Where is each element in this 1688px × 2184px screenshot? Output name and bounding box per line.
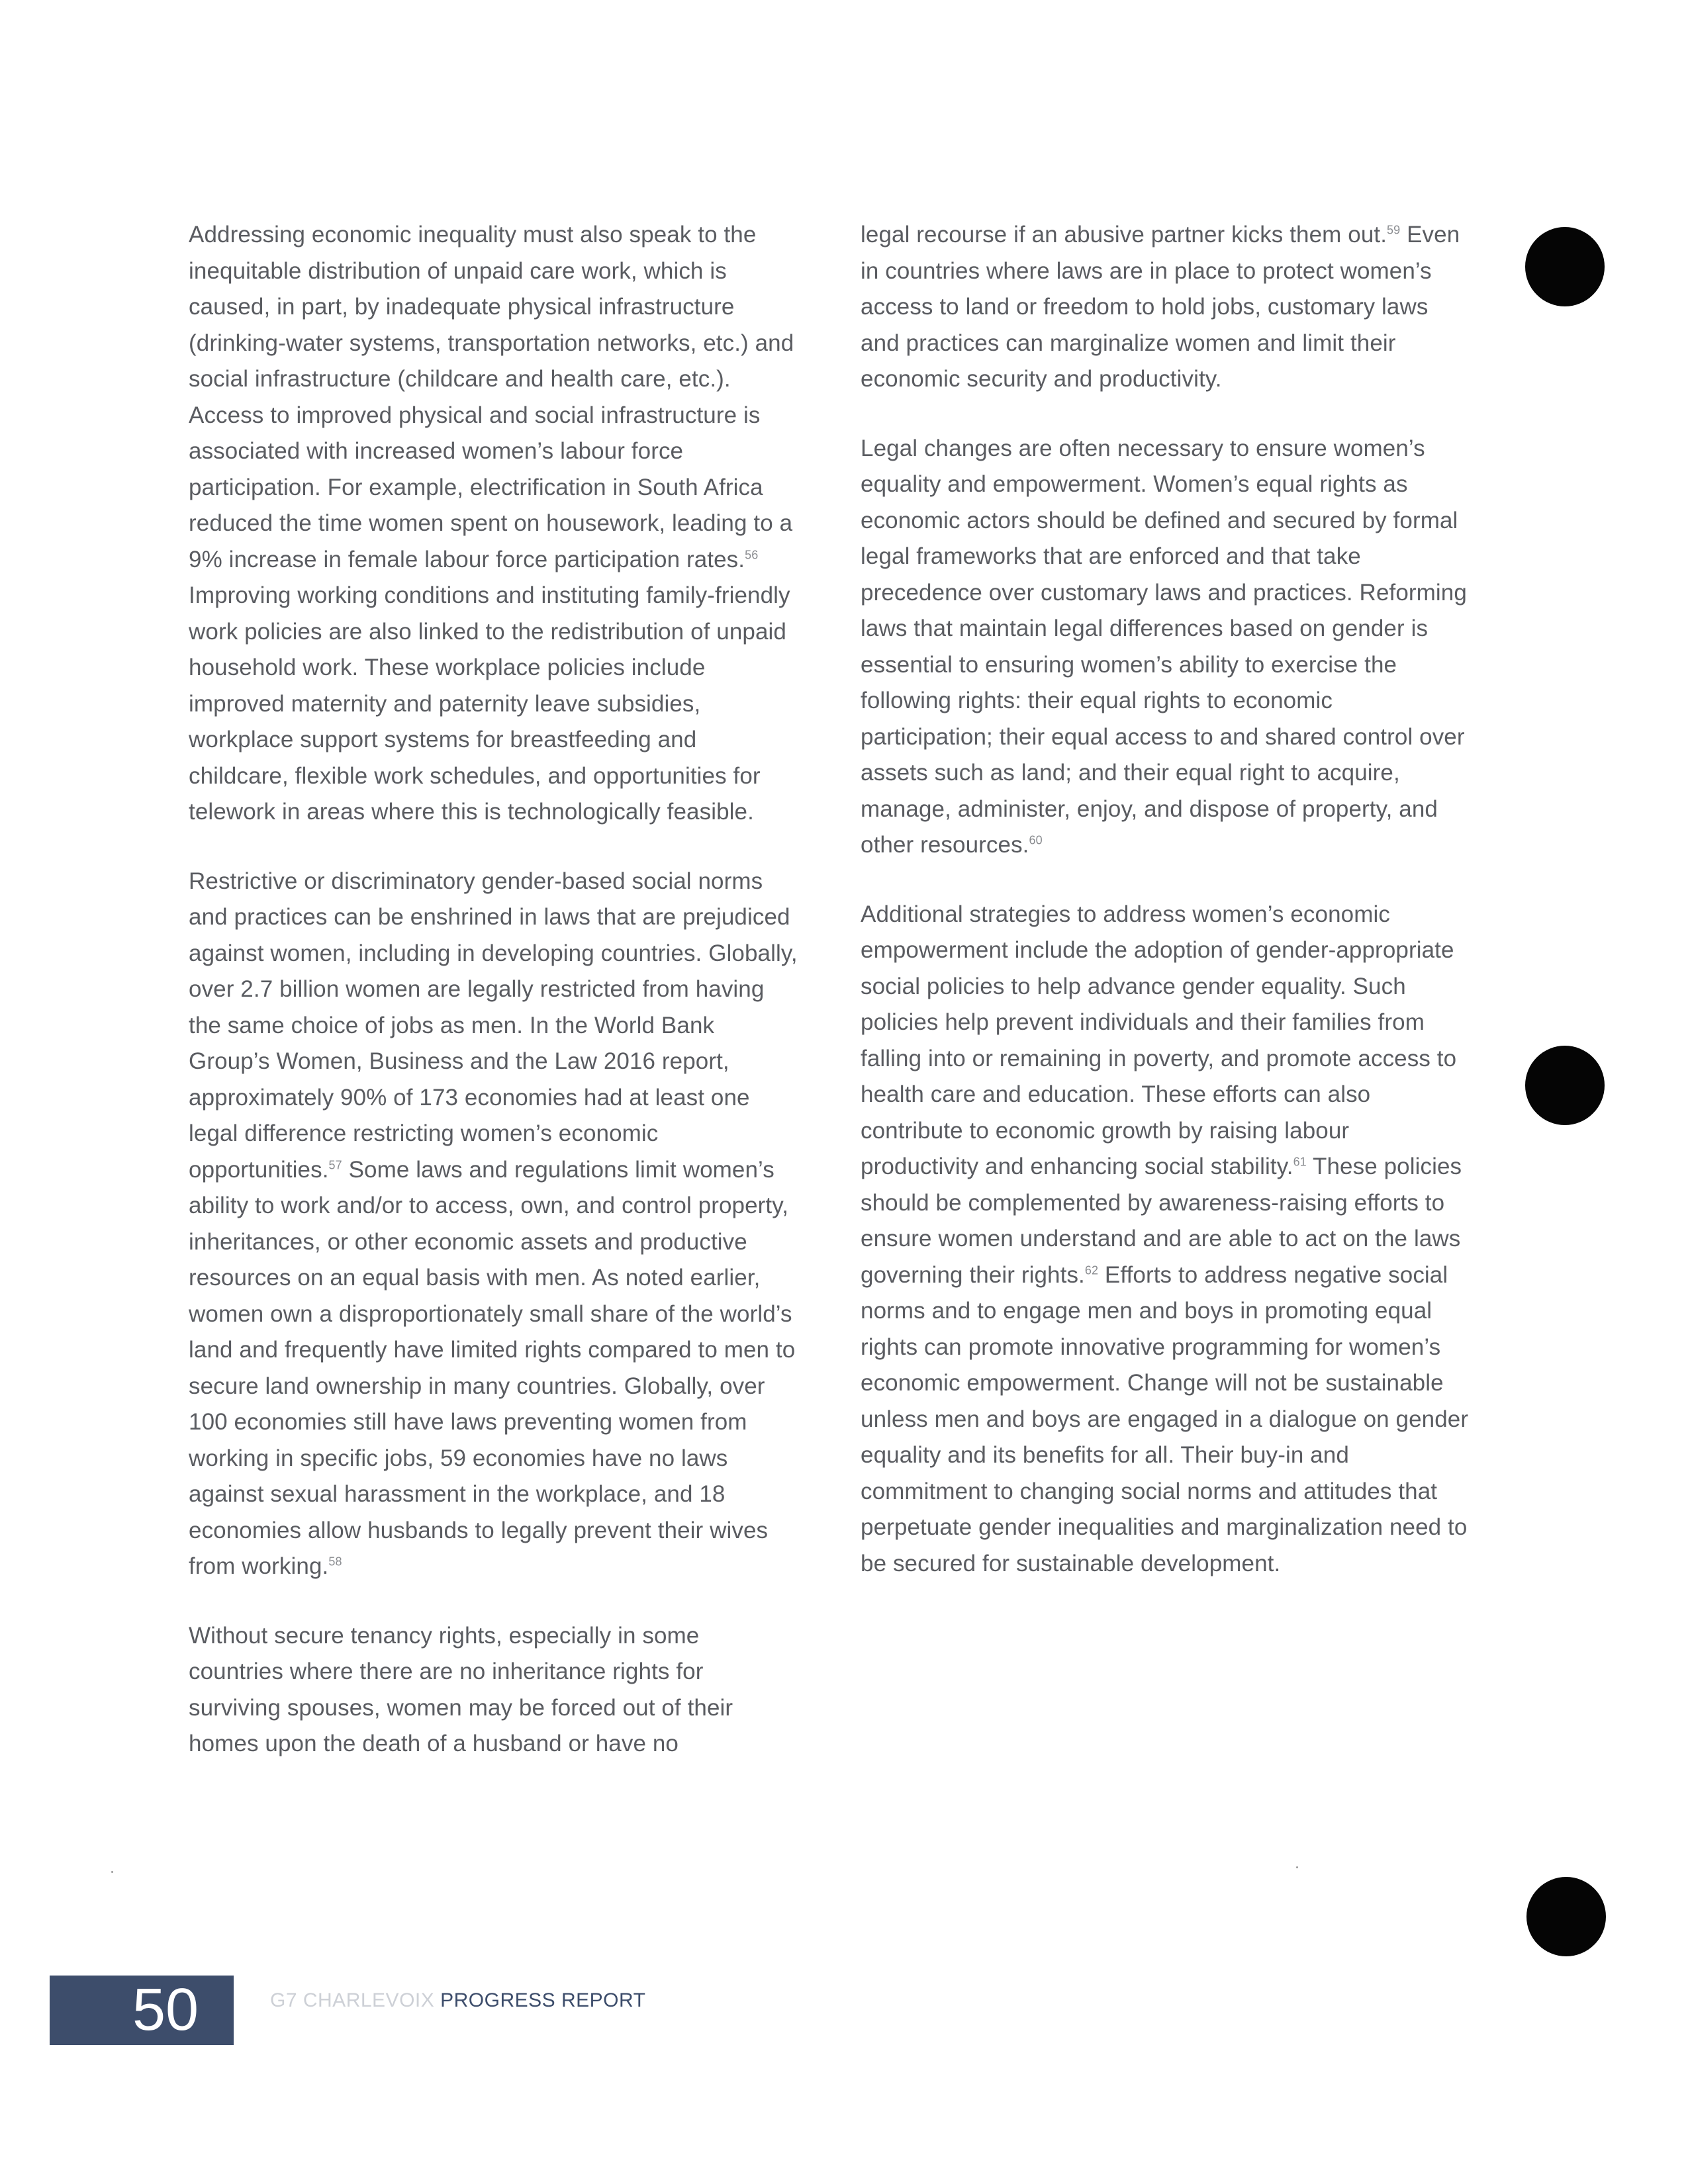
paragraph-text: Restrictive or discriminatory gender-based social norms and practices can be enshrined in laws that are prejudiced against women, including in developing countries. Globally, over 2.7 billion women are legally restricted from having the same choice of jobs as men. In the World Bank Group’s Women, Business and the Law 2016 report, approximately 90% of 173 economies had at least one legal difference restricting women’s economic opportunities. <box>189 868 798 1183</box>
punch-hole-middle <box>1525 1046 1605 1125</box>
paragraph <box>189 1618 798 1762</box>
scan-speck <box>111 1871 113 1873</box>
paragraph-text: Without secure tenancy rights, especially in some countries where there are no inheritance rights for surviving spouses, women may be forced out of their homes upon the death of a husband or have no <box>189 1622 733 1756</box>
paragraph <box>861 431 1470 864</box>
page-number: 50 <box>132 1977 199 2043</box>
paragraph <box>189 864 798 1585</box>
left-text-column <box>189 217 798 1796</box>
footnote-ref: 56 <box>745 547 759 561</box>
paragraph-text: Additional strategies to address women’s economic empowerment include the adoption of gender-appropriate social policies to help advance gender equality. Such policies help prevent individuals and their families from falling into or remaining in poverty, and promote access to health care and education. These efforts can also contribute to economic growth by raising labour productivity and enhancing social stability. <box>861 901 1457 1179</box>
footnote-ref: 58 <box>328 1555 342 1569</box>
paragraph-text: Legal changes are often necessary to ensure women’s equality and empowerment. Women’s equal rights as economic actors should be defined and secured by formal legal frameworks that are enforced and that take precedence over customary laws and practices. Reforming laws that maintain legal differences based on gender is essential to ensuring women’s ability to exercise the following rights: their equal rights to economic participation; their equal access to and shared control over assets such as land; and their equal right to acquire, manage, administer, enjoy, and dispose of property, and other resources. <box>861 435 1467 858</box>
punch-hole-bottom <box>1526 1877 1606 1956</box>
punch-hole-top <box>1525 227 1605 306</box>
paragraph <box>861 217 1470 398</box>
paragraph-text: Addressing economic inequality must also speak to the inequitable distribution of unpaid care work, which is caused, in part, by inadequate physical infrastructure (drinking-water systems, transportation networks, etc.) and social infrastructure (childcare and health care, etc.). Access to improved physical and social infrastructure is associated with increased women’s labour force participation. For example, electrification in South Africa reduced the time women spent on housework, leading to a 9% increase in female labour force participation rates. <box>189 222 794 572</box>
footnote-ref: 60 <box>1029 833 1043 847</box>
footnote-ref: 61 <box>1293 1155 1307 1169</box>
footer-report-title: PROGRESS REPORT <box>440 1989 646 2011</box>
paragraph-text: Even in countries where laws are in place to protect women’s access to land or freedom to hold jobs, customary laws and practices can marginalize women and limit their economic security and productivity. <box>861 222 1460 392</box>
paragraph-text: Efforts to address negative social norms and to engage men and boys in promoting equal rights can promote innovative programming for women’s economic empowerment. Change will not be sustainable unless men and boys are engaged in a dialogue on gender equality and its benefits for all. Their buy-in and commitment to changing social norms and attitudes that perpetuate gender inequalities and marginalization need to be secured for sustainable development. <box>861 1261 1469 1576</box>
footer-publication-name: G7 CHARLEVOIX <box>270 1989 435 2011</box>
footnote-ref: 59 <box>1387 223 1401 237</box>
paragraph-text: These policies should be complemented by awareness-raising efforts to ensure women understand and are able to act on the laws governing their rights. <box>861 1154 1462 1288</box>
scan-speck <box>1296 1866 1298 1868</box>
footnote-ref: 57 <box>328 1158 342 1171</box>
paragraph-text: Some laws and regulations limit women’s ability to work and/or to access, own, and control property, inheritances, or other economic assets and productive resources on an equal basis with men. As noted earlier, women own a disproportionately small share of the world’s land and frequently have limited rights compared to men to secure land ownership in many countries. Globally, over 100 economies still have laws preventing women from working in specific jobs, 59 economies have no laws against sexual harassment in the workplace, and 18 economies allow husbands to legally prevent their wives from working. <box>189 1156 796 1579</box>
right-text-column <box>861 217 1470 1615</box>
paragraph <box>189 217 798 831</box>
paragraph-text: Improving working conditions and instituting family-friendly work policies are also linked to the redistribution of unpaid household work. These workplace policies include improved maternity and paternity leave subsidies, workplace support systems for breastfeeding and childcare, flexible work schedules, and opportunities for telework in areas where this is technologically feasible. <box>189 582 790 825</box>
paragraph-text: legal recourse if an abusive partner kicks them out. <box>861 222 1387 248</box>
paragraph <box>861 897 1470 1582</box>
footer-label <box>270 1989 645 2012</box>
footnote-ref: 62 <box>1084 1263 1099 1277</box>
